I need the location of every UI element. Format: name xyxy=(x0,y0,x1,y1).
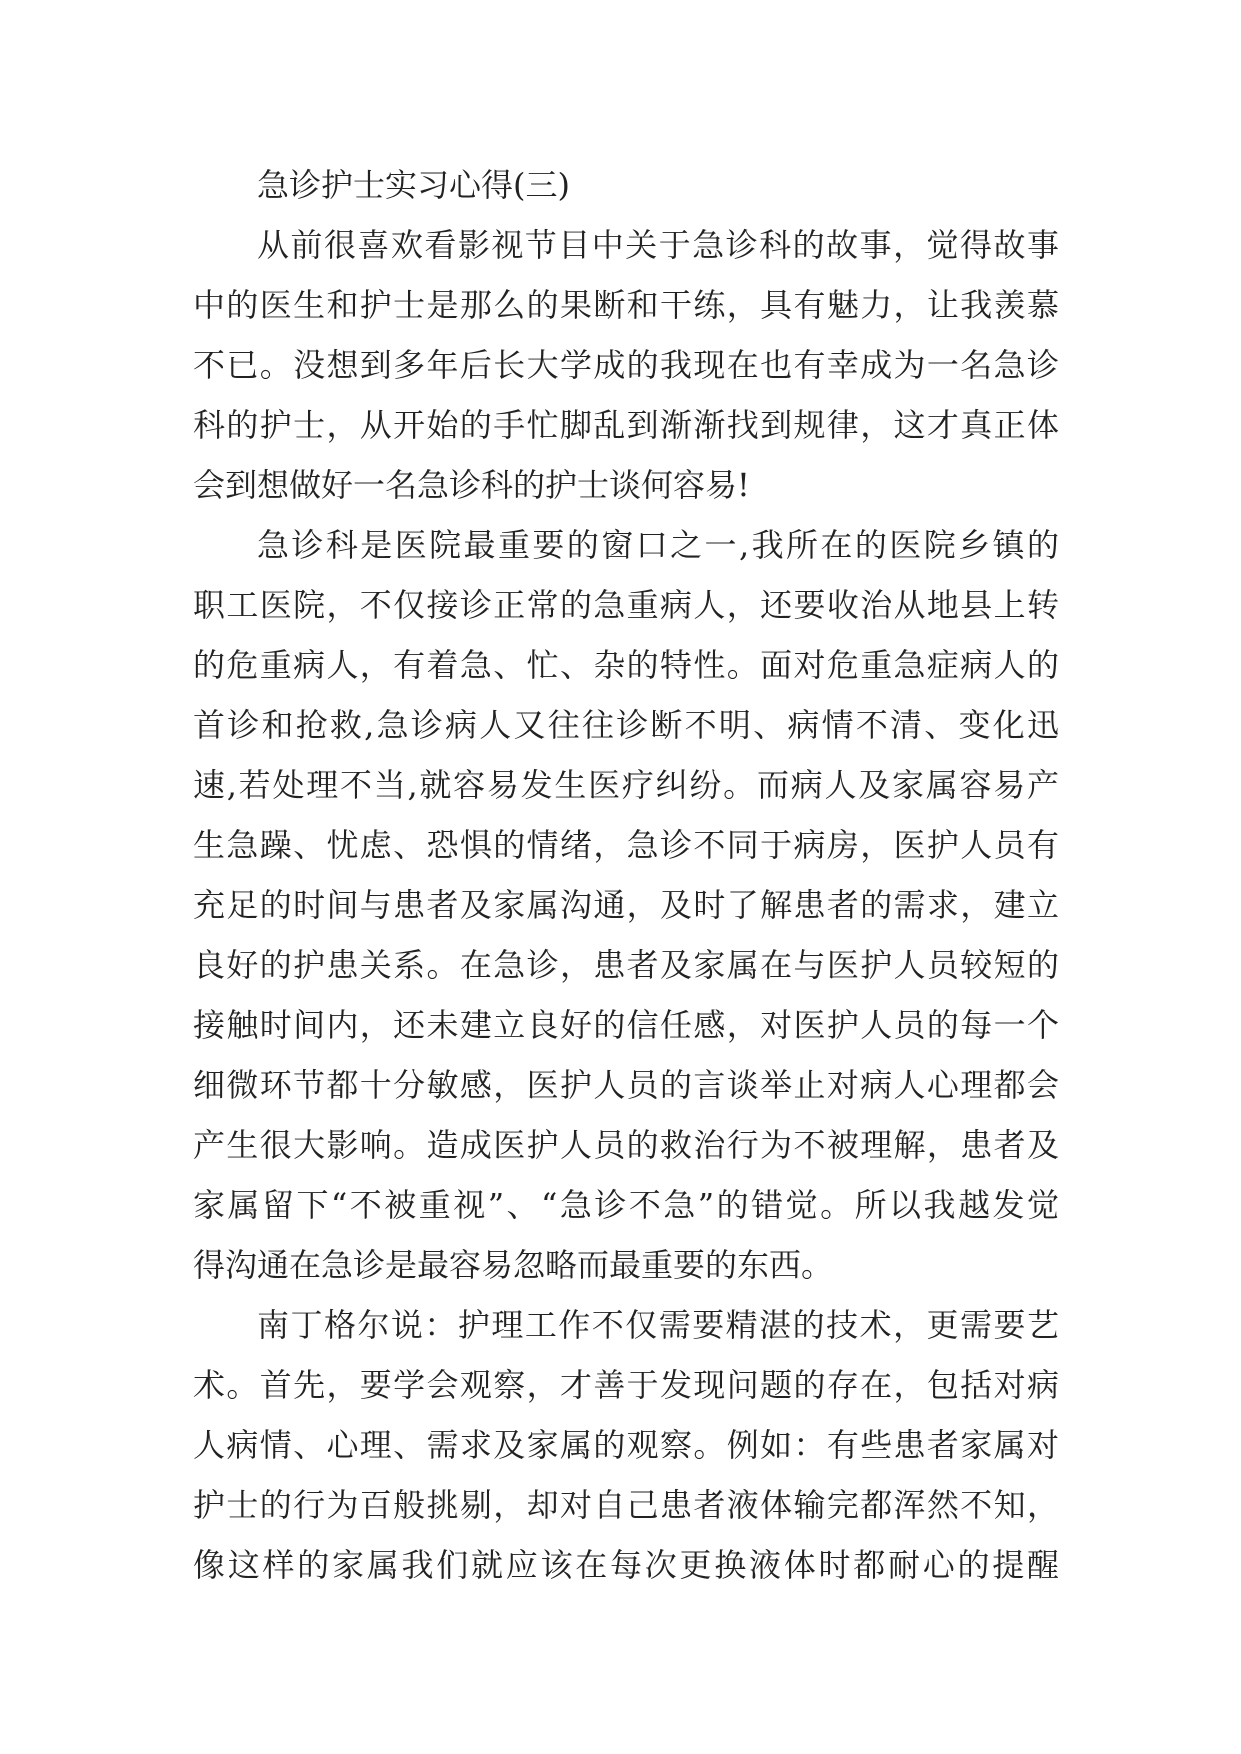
text-line: 科的护士，从开始的手忙脚乱到渐渐找到规律，这才真正体 xyxy=(193,406,1059,444)
text-line: 护士的行为百般挑剔，却对自己患者液体输完都浑然不知， xyxy=(193,1486,1059,1524)
paragraph-1 xyxy=(193,215,1059,515)
text-line: 急诊科是医院最重要的窗口之一,我所在的医院乡镇的 xyxy=(257,526,1059,564)
text-line: 家属留下“不被重视”、“急诊不急”的错觉。所以我越发觉 xyxy=(193,1186,1059,1224)
text-line: 充足的时间与患者及家属沟通，及时了解患者的需求，建立 xyxy=(193,886,1059,924)
text-line: 接触时间内，还未建立良好的信任感，对医护人员的每一个 xyxy=(193,1006,1059,1044)
text-line: 术。首先，要学会观察，才善于发现问题的存在，包括对病 xyxy=(193,1366,1059,1404)
text-line: 会到想做好一名急诊科的护士谈何容易! xyxy=(193,466,750,504)
text-line: 的危重病人，有着急、忙、杂的特性。面对危重急症病人的 xyxy=(193,646,1059,684)
text-line: 人病情、心理、需求及家属的观察。例如：有些患者家属对 xyxy=(193,1426,1059,1464)
text-line: 像这样的家属我们就应该在每次更换液体时都耐心的提醒 xyxy=(193,1546,1059,1584)
text-line: 得沟通在急诊是最容易忽略而最重要的东西。 xyxy=(193,1246,834,1284)
paragraph-2 xyxy=(193,515,1059,1295)
text-line: 首诊和抢救,急诊病人又往往诊断不明、病情不清、变化迅 xyxy=(193,706,1059,744)
text-line: 南丁格尔说：护理工作不仅需要精湛的技术，更需要艺 xyxy=(257,1306,1059,1344)
text-line: 产生很大影响。造成医护人员的救治行为不被理解，患者及 xyxy=(193,1126,1059,1164)
document-body xyxy=(193,155,1059,1595)
text-line: 细微环节都十分敏感，医护人员的言谈举止对病人心理都会 xyxy=(193,1066,1059,1104)
text-line: 从前很喜欢看影视节目中关于急诊科的故事，觉得故事 xyxy=(257,226,1059,264)
text-line: 不已。没想到多年后长大学成的我现在也有幸成为一名急诊 xyxy=(193,346,1059,384)
text-line: 生急躁、忧虑、恐惧的情绪，急诊不同于病房，医护人员有 xyxy=(193,826,1059,864)
text-line: 良好的护患关系。在急诊，患者及家属在与医护人员较短的 xyxy=(193,946,1059,984)
text-line: 速,若处理不当,就容易发生医疗纠纷。而病人及家属容易产 xyxy=(193,766,1059,804)
text-line: 中的医生和护士是那么的果断和干练，具有魅力，让我羡慕 xyxy=(193,286,1059,324)
paragraph-3 xyxy=(193,1295,1059,1595)
document-title: 急诊护士实习心得(三) xyxy=(257,166,570,204)
text-line: 职工医院，不仅接诊正常的急重病人，还要收治从地县上转 xyxy=(193,586,1059,624)
